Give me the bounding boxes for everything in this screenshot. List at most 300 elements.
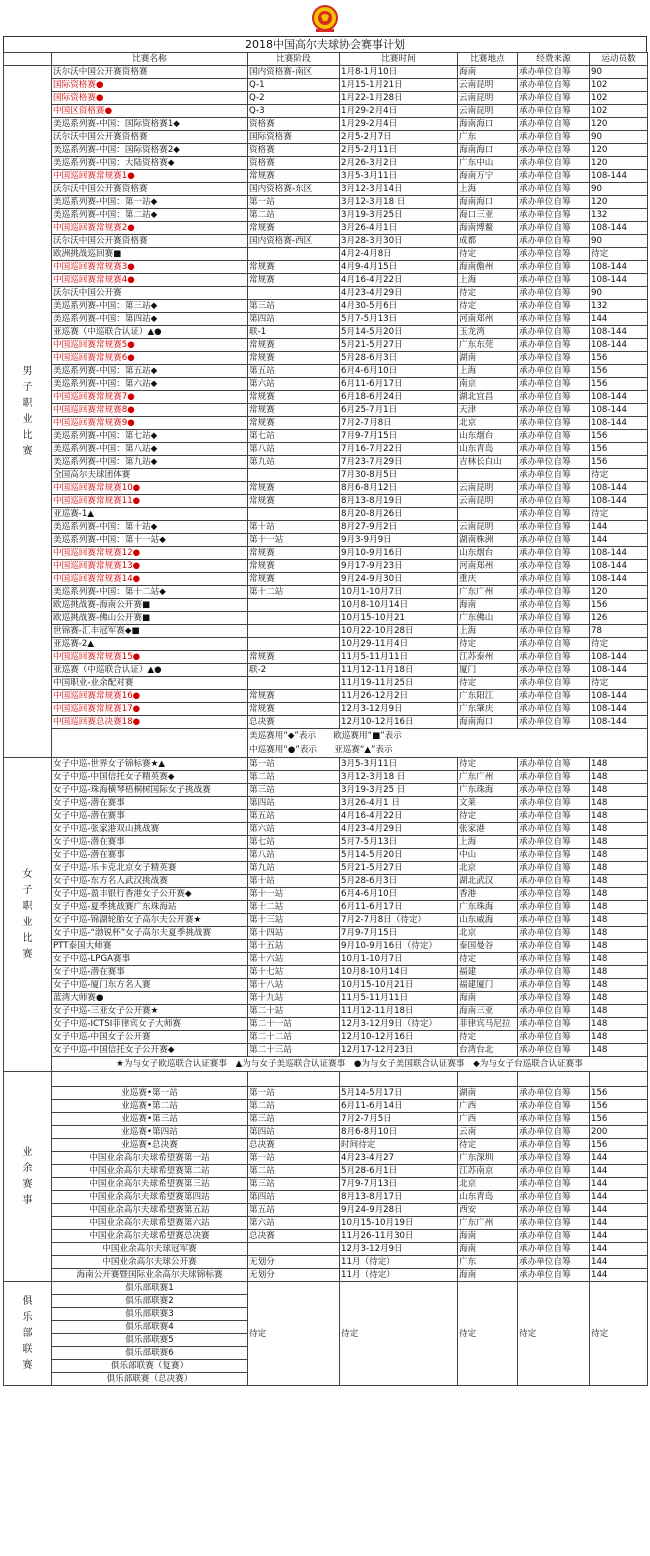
table-row [4, 404, 648, 417]
event-name: 亚巡赛（中巡联合认证）▲● [52, 664, 248, 677]
event-players: 108-144 [590, 664, 648, 677]
event-time: 9月24-9月30日 [340, 573, 458, 586]
women-section-header [4, 758, 52, 1072]
event-stage: 第九站 [248, 862, 340, 875]
event-place: 成都 [458, 235, 518, 248]
table-row [4, 118, 648, 131]
table-row [4, 612, 648, 625]
event-fund: 承办单位自筹 [518, 758, 590, 771]
event-fund: 待定 [518, 1282, 590, 1386]
event-time: 12月10-12月16日 [340, 1031, 458, 1044]
event-players: 156 [590, 443, 648, 456]
event-name: 沃尔沃中国公开赛资格赛 [52, 66, 248, 79]
event-players: 120 [590, 144, 648, 157]
event-fund: 承办单位自筹 [518, 1044, 590, 1057]
event-fund: 承办单位自筹 [518, 888, 590, 901]
event-stage: Q-1 [248, 79, 340, 92]
schedule-table [3, 52, 648, 1386]
event-time: 6月4-6月10日 [340, 365, 458, 378]
table-row [4, 875, 648, 888]
men-legend-line-1: 美巡赛用“◆”表示 欧巡赛用“■”表示 [249, 731, 402, 741]
event-place: 广西 [458, 1100, 518, 1113]
event-name: 中国巡回赛常规赛10● [52, 482, 248, 495]
event-players: 144 [590, 521, 648, 534]
event-players: 144 [590, 1230, 648, 1243]
event-players: 156 [590, 1139, 648, 1152]
event-stage [248, 287, 340, 300]
event-name: 全国高尔夫球团体赛 [52, 469, 248, 482]
event-place: 待定 [458, 1139, 518, 1152]
event-players: 148 [590, 823, 648, 836]
event-stage: 第七站 [248, 836, 340, 849]
event-stage: 总决赛 [248, 1230, 340, 1243]
event-time: 10月22-10月28日 [340, 625, 458, 638]
table-row [4, 1100, 648, 1113]
event-players: 148 [590, 966, 648, 979]
event-time: 12月10-12月16日 [340, 716, 458, 729]
event-players: 148 [590, 979, 648, 992]
event-stage: 第十站 [248, 521, 340, 534]
event-time: 3月12-3月18 日 [340, 196, 458, 209]
table-row [4, 927, 648, 940]
table-row [4, 1044, 648, 1057]
event-time: 9月10-9月16日（待定） [340, 940, 458, 953]
event-fund: 承办单位自筹 [518, 940, 590, 953]
event-fund: 承办单位自筹 [518, 810, 590, 823]
event-players: 90 [590, 131, 648, 144]
table-row [4, 274, 648, 287]
event-name: 沃尔沃中国公开赛 [52, 287, 248, 300]
event-name: 欧巡挑战赛-佛山公开赛■ [52, 612, 248, 625]
event-time: 12月3-12月9日 [340, 1243, 458, 1256]
event-name: 女子中巡-中国信托女子公开赛◆ [52, 1044, 248, 1057]
event-fund: 承办单位自筹 [518, 118, 590, 131]
event-place: 厦门 [458, 664, 518, 677]
event-stage: 第五站 [248, 365, 340, 378]
event-time: 2月5-2月7日 [340, 131, 458, 144]
event-fund: 承办单位自筹 [518, 209, 590, 222]
event-players: 102 [590, 105, 648, 118]
event-players: 132 [590, 209, 648, 222]
event-place: 广西 [458, 1113, 518, 1126]
event-players: 156 [590, 1113, 648, 1126]
event-players: 108-144 [590, 391, 648, 404]
event-fund: 承办单位自筹 [518, 105, 590, 118]
event-time: 12月3-12月9日 [340, 703, 458, 716]
table-row [4, 625, 648, 638]
event-time: 7月2-7月8日（待定） [340, 914, 458, 927]
event-name: 业巡赛•第二站 [52, 1100, 248, 1113]
event-fund: 承办单位自筹 [518, 862, 590, 875]
men-section-header [4, 66, 52, 758]
event-players: 102 [590, 92, 648, 105]
header-time: 比赛时间 [340, 53, 458, 66]
event-fund: 承办单位自筹 [518, 823, 590, 836]
event-name: 中国巡回赛常规赛3● [52, 261, 248, 274]
event-time: 7月9-7月15日 [340, 430, 458, 443]
event-fund: 承办单位自筹 [518, 391, 590, 404]
event-time: 7月23-7月29日 [340, 456, 458, 469]
table-row [4, 888, 648, 901]
event-time: 7月2-7月5日 [340, 1113, 458, 1126]
event-fund: 承办单位自筹 [518, 274, 590, 287]
amateur-section-header [4, 1072, 52, 1282]
table-row [4, 784, 648, 797]
event-fund: 承办单位自筹 [518, 92, 590, 105]
event-name: 美巡系列赛-中国：大陆资格赛◆ [52, 157, 248, 170]
event-stage: 常规赛 [248, 482, 340, 495]
event-fund: 承办单位自筹 [518, 430, 590, 443]
event-time: 3月19-3月25日 [340, 209, 458, 222]
table-row [4, 1191, 648, 1204]
table-row [4, 599, 648, 612]
table-row [4, 248, 648, 261]
event-place: 北京 [458, 862, 518, 875]
event-fund: 承办单位自筹 [518, 875, 590, 888]
blank-cell [340, 1072, 458, 1087]
event-stage: 第十二站 [248, 586, 340, 599]
table-row [4, 378, 648, 391]
event-name: 美巡系列赛-中国：第十站◆ [52, 521, 248, 534]
event-stage: 第四站 [248, 1191, 340, 1204]
event-stage: 常规赛 [248, 391, 340, 404]
table-row [4, 183, 648, 196]
event-name: 亚巡赛（中巡联合认证）▲● [52, 326, 248, 339]
event-time: 9月24-9月28日 [340, 1204, 458, 1217]
event-name: 女子中巡-三亚女子公开赛★ [52, 1005, 248, 1018]
event-time: 11月5-11月11日 [340, 651, 458, 664]
event-place: 广东广州 [458, 586, 518, 599]
event-players: 144 [590, 313, 648, 326]
event-players: 待定 [590, 248, 648, 261]
event-players: 156 [590, 599, 648, 612]
event-stage: 联-1 [248, 326, 340, 339]
event-fund: 承办单位自筹 [518, 170, 590, 183]
event-players: 144 [590, 1178, 648, 1191]
event-place: 海南海口 [458, 144, 518, 157]
event-stage: 第四站 [248, 797, 340, 810]
event-name: 欧洲挑战巡回赛■ [52, 248, 248, 261]
event-place: 云南昆明 [458, 92, 518, 105]
event-players: 108-144 [590, 326, 648, 339]
event-place: 玉龙湾 [458, 326, 518, 339]
event-time: 10月15-10月21日 [340, 979, 458, 992]
event-players: 148 [590, 875, 648, 888]
event-stage: 第二十一站 [248, 1018, 340, 1031]
event-stage: 第三站 [248, 784, 340, 797]
event-time: 1月8-1月10日 [340, 66, 458, 79]
event-fund: 承办单位自筹 [518, 157, 590, 170]
blank-cell [518, 1072, 590, 1087]
event-time: 3月12-3月14日 [340, 183, 458, 196]
event-time: 6月25-7月1日 [340, 404, 458, 417]
event-time: 4月2-4月8日 [340, 248, 458, 261]
event-time: 7月16-7月22日 [340, 443, 458, 456]
women-section [4, 758, 648, 1072]
event-stage: 第二十站 [248, 1005, 340, 1018]
event-players: 148 [590, 758, 648, 771]
table-row [4, 1204, 648, 1217]
event-stage [248, 677, 340, 690]
event-name: 美巡系列赛-中国：第七站◆ [52, 430, 248, 443]
event-fund: 承办单位自筹 [518, 1005, 590, 1018]
event-players: 108-144 [590, 573, 648, 586]
event-players: 148 [590, 927, 648, 940]
club-section-header [4, 1282, 52, 1386]
event-fund: 承办单位自筹 [518, 183, 590, 196]
event-stage: 常规赛 [248, 404, 340, 417]
event-time: 8月6-8月10日 [340, 1126, 458, 1139]
event-fund: 承办单位自筹 [518, 261, 590, 274]
event-time: 5月21-5月27日 [340, 339, 458, 352]
event-fund: 承办单位自筹 [518, 784, 590, 797]
event-fund: 承办单位自筹 [518, 339, 590, 352]
event-stage: 常规赛 [248, 495, 340, 508]
event-stage: 第三站 [248, 300, 340, 313]
event-time: 11月5-11月11日 [340, 992, 458, 1005]
event-name: 中国巡回赛常规赛9● [52, 417, 248, 430]
event-time: 8月6-8月12日 [340, 482, 458, 495]
table-row [4, 287, 648, 300]
event-players: 126 [590, 612, 648, 625]
event-name: 中国巡回赛常规赛2● [52, 222, 248, 235]
event-name: 中国业余高尔夫球冠军赛 [52, 1243, 248, 1256]
table-row [4, 1178, 648, 1191]
table-row [4, 1031, 648, 1044]
event-fund: 承办单位自筹 [518, 79, 590, 92]
event-place: 云南昆明 [458, 521, 518, 534]
event-place: 山东烟台 [458, 430, 518, 443]
table-row [4, 534, 648, 547]
event-players: 144 [590, 1269, 648, 1282]
event-place: 广东广州 [458, 1217, 518, 1230]
table-row [4, 547, 648, 560]
event-players: 148 [590, 1031, 648, 1044]
event-players: 108-144 [590, 703, 648, 716]
event-players: 200 [590, 1126, 648, 1139]
event-stage: 国际资格赛 [248, 131, 340, 144]
event-place: 待定 [458, 638, 518, 651]
event-place: 待定 [458, 300, 518, 313]
event-time: 3月26-4月1日 [340, 222, 458, 235]
event-fund: 承办单位自筹 [518, 508, 590, 521]
event-stage: 第一站 [248, 1152, 340, 1165]
event-players: 90 [590, 235, 648, 248]
event-fund: 承办单位自筹 [518, 196, 590, 209]
event-players: 156 [590, 352, 648, 365]
event-place: 广东阳江 [458, 690, 518, 703]
table-row [4, 157, 648, 170]
event-name: 女子中巡-东方名人武汉挑战赛 [52, 875, 248, 888]
event-time: 10月29-11月4日 [340, 638, 458, 651]
event-time: 9月17-9月23日 [340, 560, 458, 573]
event-name: 美巡系列赛-中国：第十二站◆ [52, 586, 248, 599]
table-row [4, 638, 648, 651]
event-stage: 第十站 [248, 875, 340, 888]
event-fund: 承办单位自筹 [518, 1152, 590, 1165]
event-name: 海南公开赛暨国际业余高尔夫球锦标赛 [52, 1269, 248, 1282]
event-place: 云南昆明 [458, 495, 518, 508]
event-fund: 承办单位自筹 [518, 966, 590, 979]
event-place: 张家港 [458, 823, 518, 836]
event-name: 美巡系列赛-中国：第四站◆ [52, 313, 248, 326]
event-players: 156 [590, 1087, 648, 1100]
event-stage: 第六站 [248, 823, 340, 836]
event-stage: 第六站 [248, 378, 340, 391]
event-fund: 承办单位自筹 [518, 1217, 590, 1230]
event-name: 蓝湾大师赛● [52, 992, 248, 1005]
event-place: 西安 [458, 1204, 518, 1217]
event-fund: 承办单位自筹 [518, 66, 590, 79]
event-place: 河南郑州 [458, 313, 518, 326]
event-name: 世锦赛-汇丰冠军赛◆■ [52, 625, 248, 638]
event-fund: 承办单位自筹 [518, 547, 590, 560]
event-stage [248, 638, 340, 651]
event-stage: 常规赛 [248, 651, 340, 664]
event-time: 7月30-8月5日 [340, 469, 458, 482]
event-place: 广东珠海 [458, 784, 518, 797]
event-stage: 第一站 [248, 196, 340, 209]
event-name: 沃尔沃中国公开赛资格赛 [52, 183, 248, 196]
table-row [4, 79, 648, 92]
event-place: 泰国曼谷 [458, 940, 518, 953]
event-fund: 承办单位自筹 [518, 1165, 590, 1178]
table-row [4, 365, 648, 378]
event-players: 待定 [590, 638, 648, 651]
event-name: 女子中巡-盈丰银行香港女子公开赛◆ [52, 888, 248, 901]
table-row [4, 313, 648, 326]
event-place: 吉林长白山 [458, 456, 518, 469]
event-name: 女子中巡-珠海横琴梧桐树国际女子挑战赛 [52, 784, 248, 797]
event-time: 2月26-3月2日 [340, 157, 458, 170]
event-name: 俱乐部联赛（总决赛） [52, 1373, 248, 1386]
event-stage: 无划分 [248, 1269, 340, 1282]
event-players: 78 [590, 625, 648, 638]
event-stage: 第八站 [248, 849, 340, 862]
event-name: 女子中巡-潜在赛事 [52, 797, 248, 810]
event-place: 云南昆明 [458, 79, 518, 92]
event-stage: 第十七站 [248, 966, 340, 979]
header-players: 运动员数 [590, 53, 648, 66]
event-players: 156 [590, 430, 648, 443]
event-name: 中国业余高尔夫球希望赛第二站 [52, 1165, 248, 1178]
event-time: 3月12-3月18 日 [340, 771, 458, 784]
event-time: 8月13-8月17日 [340, 1191, 458, 1204]
event-place: 待定 [458, 287, 518, 300]
event-stage: 常规赛 [248, 222, 340, 235]
event-time: 待定 [340, 1282, 458, 1386]
event-name: 美巡系列赛-中国：国际资格赛1◆ [52, 118, 248, 131]
event-fund: 承办单位自筹 [518, 417, 590, 430]
event-players: 144 [590, 534, 648, 547]
event-players: 148 [590, 1044, 648, 1057]
event-players: 148 [590, 992, 648, 1005]
event-players: 148 [590, 771, 648, 784]
event-stage [248, 508, 340, 521]
event-name: 业巡赛•第四站 [52, 1126, 248, 1139]
table-row [4, 979, 648, 992]
table-row [4, 326, 648, 339]
event-players: 102 [590, 79, 648, 92]
event-name: 俱乐部联赛2 [52, 1295, 248, 1308]
event-time: 4月16-4月22日 [340, 274, 458, 287]
event-players: 108-144 [590, 560, 648, 573]
event-time: 11月（待定） [340, 1269, 458, 1282]
event-name: 沃尔沃中国公开赛资格赛 [52, 131, 248, 144]
event-fund: 承办单位自筹 [518, 1243, 590, 1256]
event-place: 北京 [458, 417, 518, 430]
table-row [4, 1165, 648, 1178]
club-section-header-label: 俱乐部联赛 [22, 1295, 33, 1371]
event-fund: 承办单位自筹 [518, 849, 590, 862]
event-place: 待定 [458, 248, 518, 261]
event-players: 148 [590, 836, 648, 849]
event-stage [248, 612, 340, 625]
event-place: 天津 [458, 404, 518, 417]
table-row [4, 495, 648, 508]
event-fund: 承办单位自筹 [518, 300, 590, 313]
event-name: 女子中巡-厦门东方名人赛 [52, 979, 248, 992]
event-name: 美巡系列赛-中国：第六站◆ [52, 378, 248, 391]
event-stage: 联-2 [248, 664, 340, 677]
event-fund: 承办单位自筹 [518, 378, 590, 391]
event-name: 女子中巡-世界女子锦标赛★▲ [52, 758, 248, 771]
table-row [4, 456, 648, 469]
event-time: 6月18-6月24日 [340, 391, 458, 404]
event-place: 重庆 [458, 573, 518, 586]
event-fund: 承办单位自筹 [518, 404, 590, 417]
event-players: 120 [590, 196, 648, 209]
event-stage: 第二站 [248, 771, 340, 784]
event-fund: 承办单位自筹 [518, 222, 590, 235]
event-stage: 第七站 [248, 430, 340, 443]
event-fund: 承办单位自筹 [518, 612, 590, 625]
event-place: 海南 [458, 992, 518, 1005]
event-name: 俱乐部联赛3 [52, 1308, 248, 1321]
event-place: 中山 [458, 849, 518, 862]
event-players: 144 [590, 1152, 648, 1165]
event-time: 12月3-12月9日（待定） [340, 1018, 458, 1031]
event-name: 女子中巡-锦湖轮胎女子高尔夫公开赛★ [52, 914, 248, 927]
event-players: 156 [590, 378, 648, 391]
table-row [4, 196, 648, 209]
event-place: 山东青岛 [458, 443, 518, 456]
event-time: 5月28-6月3日 [340, 875, 458, 888]
event-place: 山东烟台 [458, 547, 518, 560]
event-time: 4月23-4月29日 [340, 823, 458, 836]
event-fund: 承办单位自筹 [518, 771, 590, 784]
event-stage: 常规赛 [248, 690, 340, 703]
event-place: 江苏泰州 [458, 651, 518, 664]
table-row [4, 391, 648, 404]
event-stage: 第六站 [248, 1217, 340, 1230]
event-name: 美巡系列赛-中国：第九站◆ [52, 456, 248, 469]
event-time: 3月26-4月1 日 [340, 797, 458, 810]
table-row [4, 1139, 648, 1152]
event-place: 北京 [458, 927, 518, 940]
header-row [4, 53, 648, 66]
table-row [4, 862, 648, 875]
event-time: 9月10-9月16日 [340, 547, 458, 560]
event-stage: 常规赛 [248, 274, 340, 287]
event-name: 中国巡回赛常规赛12● [52, 547, 248, 560]
event-players: 108-144 [590, 261, 648, 274]
event-time: 7月9-7月15日 [340, 927, 458, 940]
event-place: 云南 [458, 1126, 518, 1139]
table-row [4, 1217, 648, 1230]
event-stage: 常规赛 [248, 547, 340, 560]
amateur-section-header-label: 业余赛事 [22, 1146, 33, 1206]
